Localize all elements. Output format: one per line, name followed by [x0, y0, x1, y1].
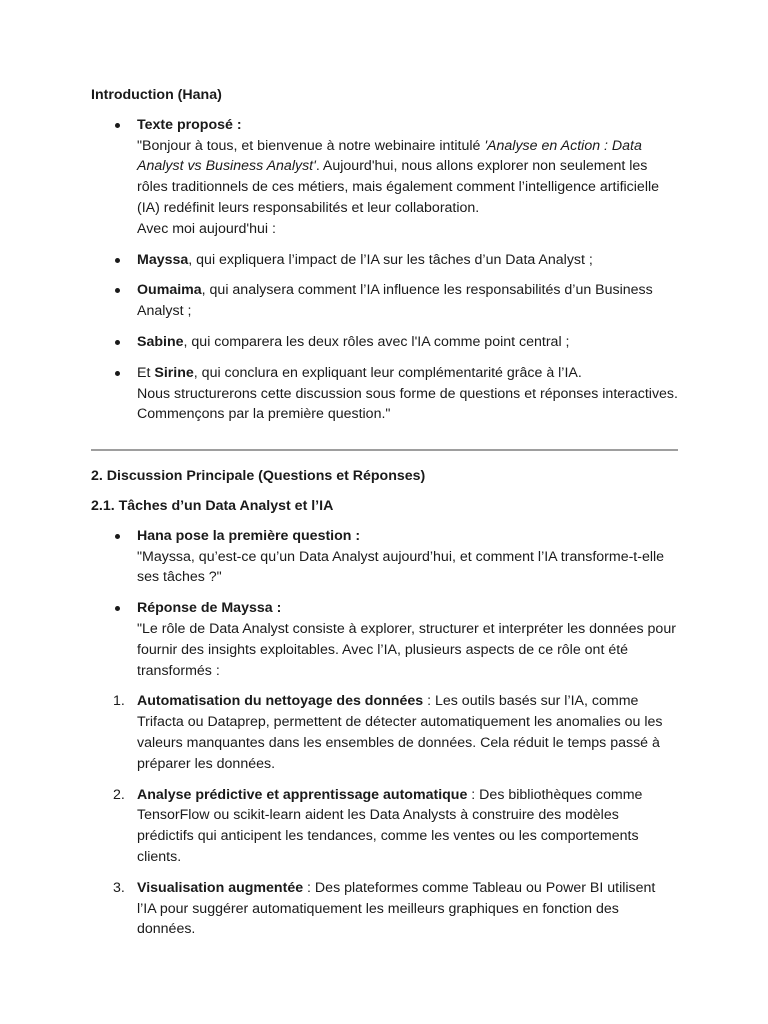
item-text: : Des bibliothèques comme TensorFlow ou scikit-learn aident les Data Analysts à construire des modèles prédictifs qui anticipent les tendances, comme les ventes ou les comportements clients. — [137, 786, 643, 865]
bullet-icon — [115, 258, 120, 263]
item-title: Analyse prédictive et apprentissage automatique — [137, 786, 468, 803]
item-text: , qui expliquera l’impact de l’IA sur les tâches d’un Data Analyst ; — [188, 251, 593, 268]
list-item — [91, 332, 678, 353]
item-text: : Des plateformes comme Tableau ou Power BI utilisent l’IA pour suggérer automatiquement les meilleurs graphiques en fonction des données. — [137, 879, 656, 938]
list-item — [91, 691, 678, 774]
list-item — [91, 526, 678, 588]
qa-list — [91, 526, 678, 682]
item-text: Et — [137, 364, 155, 381]
item-number: 1. — [113, 693, 125, 710]
subsection-heading: 2.1. Tâches d’un Data Analyst et l’IA — [91, 497, 334, 514]
item-text: , qui comparera les deux rôles avec l'IA comme point central ; — [183, 333, 570, 350]
intro-list — [91, 115, 678, 425]
list-item — [91, 785, 678, 868]
item-text: : Les outils basés sur l’IA, comme Trifacta ou Dataprep, permettent de détecter automatiquement les anomalies ou les valeurs manquantes dans les ensembles de données. Cela réduit le temps passé à préparer les données. — [137, 693, 663, 772]
bullet-icon — [115, 534, 120, 539]
list-item — [91, 115, 678, 240]
list-item — [91, 363, 678, 425]
item-text: "Mayssa, qu’est-ce qu’un Data Analyst aujourd’hui, et comment l’IA transforme-t-elle ses tâches ?" — [137, 548, 665, 586]
speaker-name: Sirine — [154, 364, 194, 381]
speaker-name: Mayssa — [137, 251, 189, 268]
item-title: Automatisation du nettoyage des données — [137, 693, 424, 710]
item-text: Nous structurerons cette discussion sous forme de questions et réponses interactives. Commençons par la première question." — [137, 385, 678, 423]
item-text: "Le rôle de Data Analyst consiste à explorer, structurer et interpréter les données pour fournir des insights exploitables. Avec l’IA, plusieurs aspects de ce rôle ont été transformés : — [137, 620, 676, 679]
bullet-icon — [115, 340, 120, 345]
list-item — [91, 250, 678, 271]
item-label: Réponse de Mayssa : — [137, 600, 282, 617]
item-title: Visualisation augmentée — [137, 879, 304, 896]
bullet-icon — [115, 371, 120, 376]
document-page — [91, 85, 678, 940]
list-item — [91, 878, 678, 940]
webinar-title: 'Analyse en Action : Data Analyst vs Business Analyst' — [137, 137, 642, 175]
item-label: Hana pose la première question : — [137, 527, 361, 544]
item-label: Texte proposé : — [137, 116, 242, 133]
list-item — [91, 598, 678, 681]
item-text: . Aujourd'hui, nous allons explorer non seulement les rôles traditionnels de ces métiers, mais également comment l’intelligence artificielle (IA) redéfinit leurs responsabilités et leur collaboration. — [137, 158, 660, 216]
speaker-name: Oumaima — [137, 282, 202, 299]
item-number: 2. — [113, 786, 125, 803]
item-text: Avec moi aujourd'hui : — [137, 220, 276, 237]
item-text: , qui analysera comment l’IA influence les responsabilités d’un Business Analyst ; — [137, 282, 653, 320]
speaker-name: Sabine — [137, 333, 184, 350]
section-divider — [91, 449, 678, 451]
item-number: 3. — [113, 879, 125, 896]
section-heading: 2. Discussion Principale (Questions et Réponses) — [91, 468, 426, 485]
item-text: "Bonjour à tous, et bienvenue à notre webinaire intitulé — [137, 137, 485, 154]
numbered-list — [91, 691, 678, 940]
list-item — [91, 280, 678, 322]
bullet-icon — [115, 288, 120, 293]
bullet-icon — [115, 123, 120, 128]
item-text: , qui conclura en expliquant leur complémentarité grâce à l’IA. — [193, 364, 582, 381]
bullet-icon — [115, 606, 120, 611]
intro-heading: Introduction (Hana) — [91, 87, 222, 103]
